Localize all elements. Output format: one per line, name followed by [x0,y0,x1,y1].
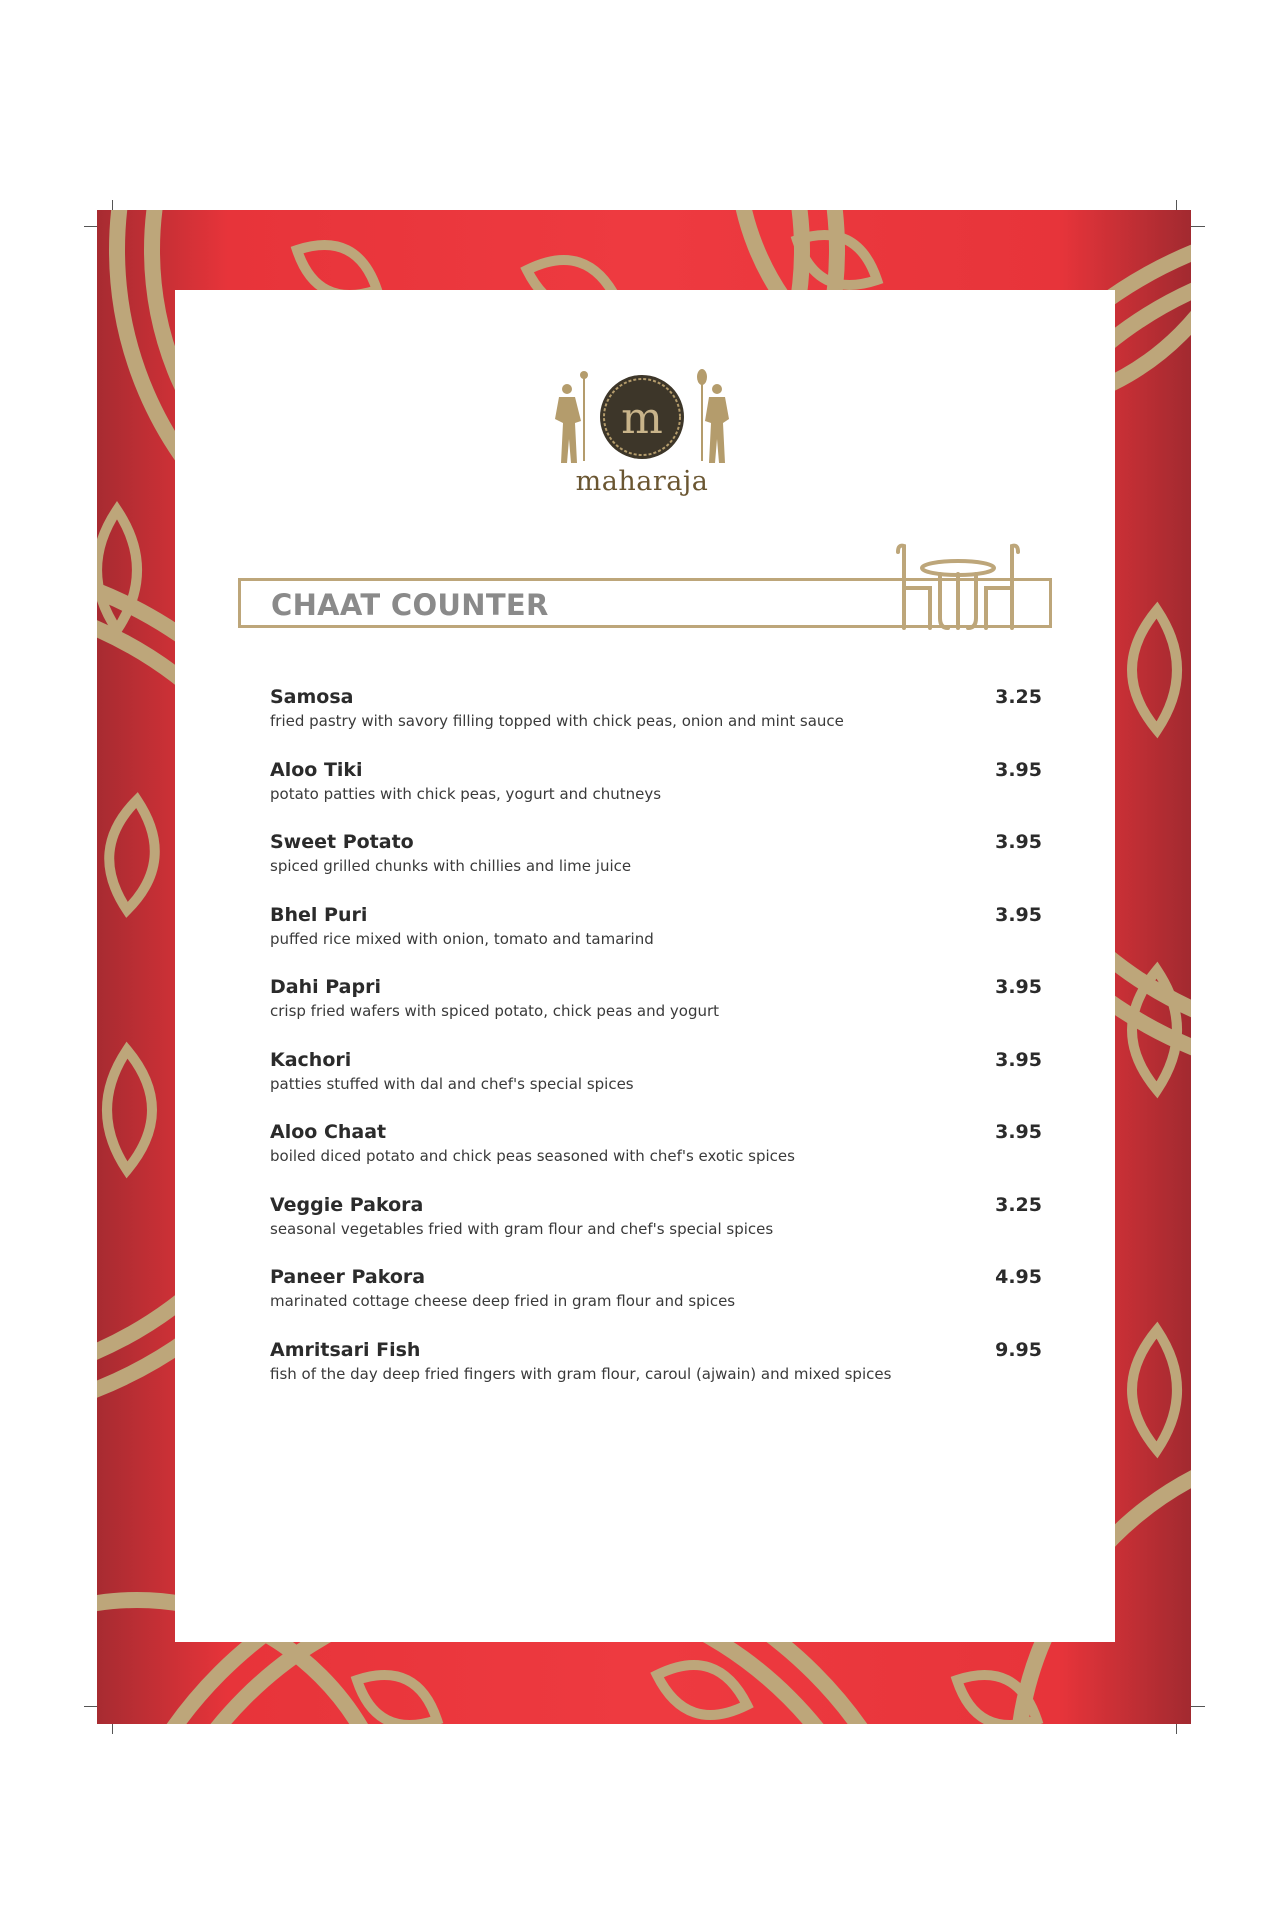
item-price: 3.95 [995,1048,1042,1071]
section-title: CHAAT COUNTER [271,588,549,622]
item-description: seasonal vegetables fried with gram flour and chef's special spices [270,1219,774,1238]
item-description: potato patties with chick peas, yogurt and chutneys [270,784,662,803]
menu-item [270,1339,1042,1412]
item-price: 3.25 [995,1193,1042,1216]
item-name: Dahi Papri [270,976,381,998]
item-price: 3.95 [995,758,1042,781]
item-name: Kachori [270,1048,352,1071]
item-price: 3.95 [995,976,1042,998]
item-description: spiced grilled chunks with chillies and lime juice [270,857,632,875]
menu-item [270,904,1042,977]
item-name: Paneer Pakora [270,1266,426,1288]
item-name: Sweet Potato [270,831,414,853]
item-price: 3.95 [995,831,1042,853]
item-price: 3.95 [995,903,1042,926]
menu-item [270,759,1042,832]
item-name: Amritsari Fish [270,1338,421,1361]
menu-item [270,831,1042,904]
item-price: 9.95 [995,1338,1042,1361]
item-name: Veggie Pakora [270,1193,424,1216]
menu-item [270,1049,1042,1122]
item-description: crisp fried wafers with spiced potato, chick peas and yogurt [270,1002,720,1020]
item-description: patties stuffed with dal and chef's special spices [270,1074,634,1093]
item-description: fish of the day deep fried fingers with gram flour, caroul (ajwain) and mixed spices [270,1364,892,1383]
item-description: boiled diced potato and chick peas seasoned with chef's exotic spices [270,1147,795,1165]
item-description: fried pastry with savory filling topped with chick peas, onion and mint sauce [270,712,844,730]
item-price: 3.95 [995,1121,1042,1143]
menu-item [270,1266,1042,1339]
item-name: Samosa [270,686,354,708]
menu-item [270,1194,1042,1267]
item-price: 3.25 [995,686,1042,708]
logo-monogram: m [621,393,663,444]
brand-name: maharaja [575,466,709,497]
item-price: 4.95 [995,1266,1042,1288]
menu-item [270,686,1042,759]
item-description: puffed rice mixed with onion, tomato and tamarind [270,929,654,948]
item-description: marinated cottage cheese deep fried in gram flour and spices [270,1292,736,1310]
item-name: Bhel Puri [270,903,368,926]
item-name: Aloo Chaat [270,1121,387,1143]
menu-item [270,976,1042,1049]
menu-item [270,1121,1042,1194]
item-name: Aloo Tiki [270,758,363,781]
restaurant-table-chairs-icon [890,538,1026,632]
menu-item-list [270,686,1042,1411]
